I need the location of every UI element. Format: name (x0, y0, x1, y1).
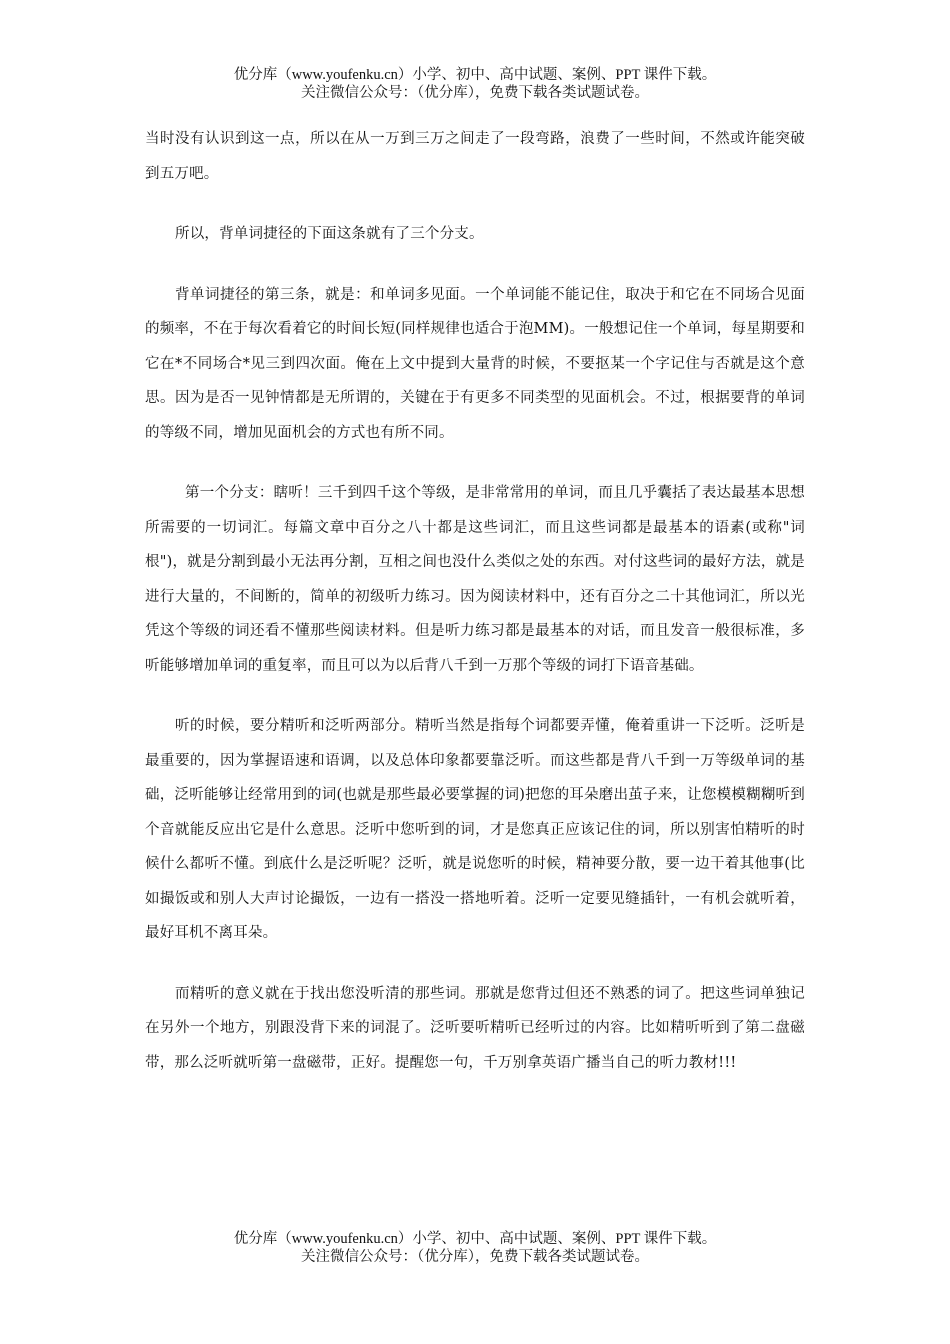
paragraph-extensive-listening: 听的时候，要分精听和泛听两部分。精听当然是指每个词都要弄懂，俺着重讲一下泛听。泛听是最重要的，因为掌握语速和语调，以及总体印象都要靠泛听。而这些都是背八千到一万等级单词的基础，泛听能够让经常用到的词(也就是那些最必要掌握的词)把您的耳朵磨出茧子来，让您模模糊糊听到个音就能反应出它是什么意思。泛听中您听到的词，才是您真正应该记住的词，所以别害怕精听的时候什么都听不懂。到底什么是泛听呢？泛听，就是说您听的时候，精神要分散，要一边干着其他事(比如撮饭或和别人大声讨论撮饭，一边有一搭没一搭地听着。泛听一定要见缝插针，一有机会就听着，最好耳机不离耳朵。 (145, 718, 805, 941)
paragraph-continuation: 当时没有认识到这一点，所以在从一万到三万之间走了一段弯路，浪费了一些时间，不然或许能突破到五万吧。 (145, 131, 805, 182)
paragraph-branches-intro: 所以，背单词捷径的下面这条就有了三个分支。 (175, 226, 484, 242)
document-body (145, 122, 805, 1106)
page-header (0, 66, 950, 102)
footer-line-1: 优分库（www.youfenku.cn）小学、初中、高中试题、案例、PPT 课件下载。 (233, 1231, 717, 1247)
paragraph-intensive-listening: 而精听的意义就在于找出您没听清的那些词。那就是您背过但还不熟悉的词了。把这些词单独记在另外一个地方，别跟没背下来的词混了。泛听要听精听已经听过的内容。比如精听听到了第二盘磁带，那么泛听就听第一盘磁带，正好。提醒您一句，千万别拿英语广播当自己的听力教材!!! (145, 985, 805, 1071)
paragraph-third-shortcut: 背单词捷径的第三条，就是：和单词多见面。一个单词能不能记住，取决于和它在不同场合见面的频率，不在于每次看着它的时间长短(同样规律也适合于泡MM)。一般想记住一个单词，每星期要和它在*不同场合*见三到四次面。俺在上文中提到大量背的时候，不要抠某一个字记住与否就是这个意思。因为是否一见钟情都是无所谓的，关键在于有更多不同类型的见面机会。不过，根据要背的单词的等级不同，增加见面机会的方式也有所不同。 (145, 286, 805, 441)
footer-line-2: 关注微信公众号：（优分库），免费下载各类试题试卷。 (301, 1249, 649, 1265)
page-footer (0, 1230, 950, 1266)
header-line-1: 优分库（www.youfenku.cn）小学、初中、高中试题、案例、PPT 课件下载。 (233, 67, 717, 83)
header-line-2: 关注微信公众号：（优分库），免费下载各类试题试卷。 (301, 85, 649, 101)
paragraph-first-branch: 第一个分支：瞎听！三千到四千这个等级，是非常常用的单词，而且几乎囊括了表达最基本思想所需要的一切词汇。每篇文章中百分之八十都是这些词汇，而且这些词都是最基本的语素(或称"词根")，就是分割到最小无法再分割，互相之间也没什么类似之处的东西。对付这些词的最好方法，就是进行大量的，不间断的，简单的初级听力练习。因为阅读材料中，还有百分之二十其他词汇，所以光凭这个等级的词还看不懂那些阅读材料。但是听力练习都是最基本的对话，而且发音一般很标准，多听能够增加单词的重复率，而且可以为以后背八千到一万那个等级的词打下语音基础。 (145, 485, 805, 674)
